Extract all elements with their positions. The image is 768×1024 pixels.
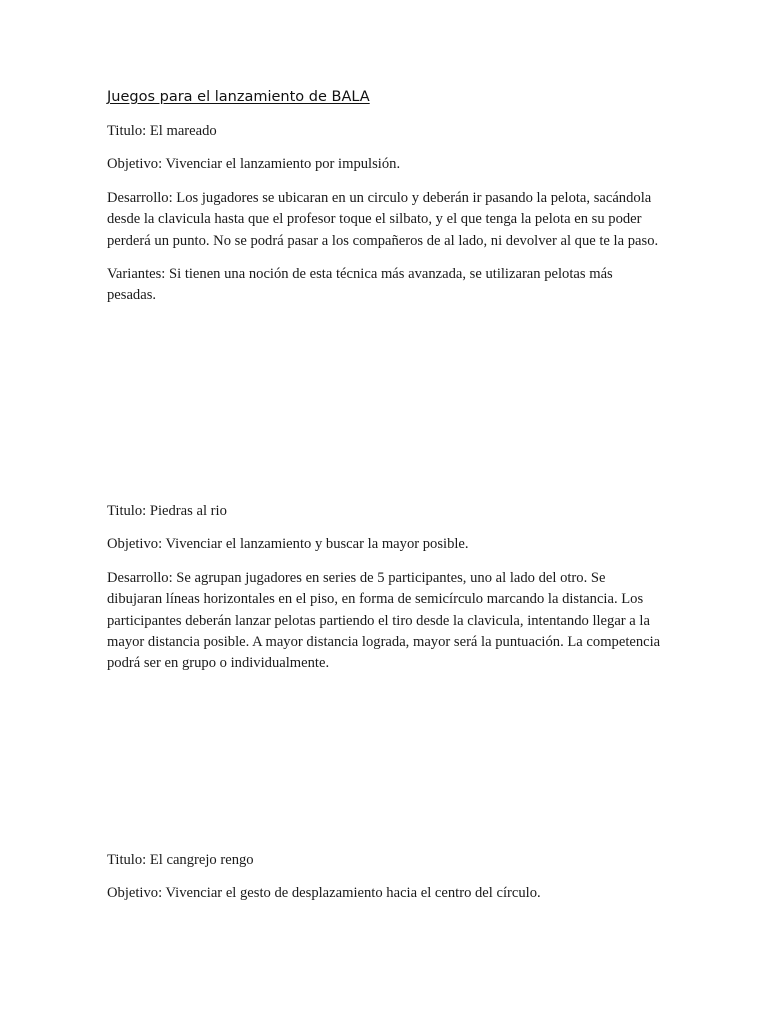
game-title: Titulo: Piedras al rio <box>107 503 227 519</box>
game-development: Desarrollo: Los jugadores se ubicaran en un circulo y deberán ir pasando la pelota, sacándola desde la clavicula hasta que el profesor toque el silbato, y el que tenga la pelota en su poder perderá un punto. No se podrá pasar a los compañeros de al lado, ni devolver al que te la paso. <box>107 189 659 249</box>
game-development: Desarrollo: Se agrupan jugadores en series de 5 participantes, uno al lado del otro. Se dibujaran líneas horizontales en el piso, en forma de semicírculo marcando la distancia. Los participantes deberán lanzar pelotas partiendo el tiro desde la clavicula, intentando llegar a la mayor distancia posible. A mayor distancia lograda, mayor será la puntuación. La competencia podrá ser en grupo o individualmente. <box>107 569 661 672</box>
game-objective: Objetivo: Vivenciar el lanzamiento y buscar la mayor posible. <box>107 536 469 553</box>
game-entry-el-cangrejo-rengo <box>107 850 663 917</box>
game-entry-piedras-al-rio <box>107 501 663 687</box>
document-title: Juegos para el lanzamiento de BALA <box>107 89 370 105</box>
game-entry-el-mareado <box>107 121 663 319</box>
game-objective: Objetivo: Vivenciar el lanzamiento por impulsión. <box>107 156 401 173</box>
game-variants: Variantes: Si tienen una noción de esta técnica más avanzada, se utilizaran pelotas más pesadas. <box>107 266 613 304</box>
game-title: Titulo: El cangrejo rengo <box>107 852 254 868</box>
game-objective: Objetivo: Vivenciar el gesto de desplazamiento hacia el centro del círculo. <box>107 885 541 902</box>
game-title: Titulo: El mareado <box>107 123 217 139</box>
